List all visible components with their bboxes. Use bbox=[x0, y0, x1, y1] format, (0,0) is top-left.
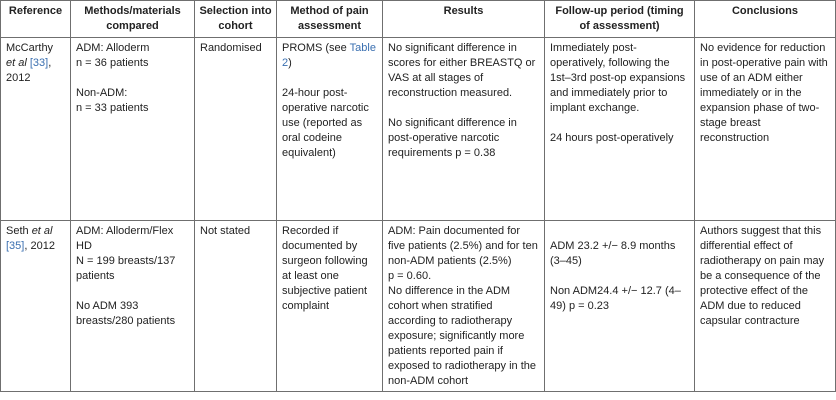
reference-cell bbox=[1, 221, 71, 392]
results-narcotic: No significant difference in post-operative narcotic requirements p = 0.38 bbox=[388, 117, 517, 159]
conclusions-cell: Authors suggest that this differential effect of radiotherapy on pain may be a consequence of the protective effect of the ADM due to reduced capsular contracture bbox=[695, 221, 836, 392]
table-2-link[interactable]: Table 2 bbox=[282, 42, 376, 69]
pain-proms-close: ) bbox=[288, 57, 292, 69]
header-follow-up: Follow-up period (timing of assessment) bbox=[545, 1, 695, 38]
table-row bbox=[1, 221, 836, 392]
results-scores: No significant difference in scores for either BREASTQ or VAS at all stages of reconstruction measured. bbox=[388, 42, 536, 99]
ref-year: , 2012 bbox=[6, 57, 52, 84]
ref-author: McCarthy bbox=[6, 42, 54, 54]
follow-up-cell bbox=[545, 221, 695, 392]
table-row bbox=[1, 38, 836, 221]
methods-non-adm: Non-ADM: n = 33 patients bbox=[76, 87, 149, 114]
conclusions-cell: No evidence for reduction in post-operative pain with use of an ADM either immediately or in the expansion phase of two-stage breast reconstruction bbox=[695, 38, 836, 221]
ref-citation-link[interactable]: [33] bbox=[29, 57, 49, 69]
pain-proms-text: PROMS (see bbox=[282, 42, 350, 54]
results-cell bbox=[383, 221, 545, 392]
pain-assessment-cell bbox=[277, 221, 383, 392]
methods-cell bbox=[71, 221, 195, 392]
ref-author: Seth bbox=[6, 225, 32, 237]
results-cell bbox=[383, 38, 545, 221]
follow-up-non-adm: Non ADM24.4 +/− 12.7 (4–49) p = 0.23 bbox=[550, 285, 681, 312]
methods-cell bbox=[71, 38, 195, 221]
header-methods: Methods/materials compared bbox=[71, 1, 195, 38]
results-pain: ADM: Pain documented for five patients (2.5%) and for ten non-ADM patients (2.5%) p = 0.60. No difference in the ADM cohort when stratified according to radiotherapy exposure; significantly more patients reported pain if exposed to radiotherapy in the non-ADM cohort bbox=[388, 225, 538, 387]
follow-up-adm: ADM 23.2 +/− 8.9 months (3–45) bbox=[550, 240, 676, 267]
header-row bbox=[1, 1, 836, 38]
methods-adm: ADM: Alloderm n = 36 patients bbox=[76, 42, 150, 69]
header-pain-assessment: Method of pain assessment bbox=[277, 1, 383, 38]
pain-recorded: Recorded if documented by surgeon following at least one subjective patient complaint bbox=[282, 225, 368, 312]
header-results: Results bbox=[383, 1, 545, 38]
reference-cell bbox=[1, 38, 71, 221]
selection-cell: Randomised bbox=[195, 38, 277, 221]
ref-citation-link[interactable]: [35] bbox=[6, 240, 25, 252]
follow-up-24h: 24 hours post-operatively bbox=[550, 132, 674, 144]
ref-etal: et al bbox=[6, 57, 27, 69]
selection-cell: Not stated bbox=[195, 221, 277, 392]
pain-assessment-cell bbox=[277, 38, 383, 221]
pain-narcotic: 24-hour post-operative narcotic use (reported as oral codeine equivalent) bbox=[282, 87, 369, 159]
methods-adm: ADM: Alloderm/Flex HD N = 199 breasts/137 patients bbox=[76, 225, 176, 282]
header-reference: Reference bbox=[1, 1, 71, 38]
follow-up-cell bbox=[545, 38, 695, 221]
methods-non-adm: No ADM 393 breasts/280 patients bbox=[76, 300, 176, 327]
header-conclusions: Conclusions bbox=[695, 1, 836, 38]
follow-up-timing: Immediately post-operatively, following the 1st–3rd post-op expansions and immediately prior to implant exchange. bbox=[550, 42, 686, 114]
ref-etal: et al bbox=[31, 225, 53, 237]
header-selection: Selection into cohort bbox=[195, 1, 277, 38]
pain-proms bbox=[282, 41, 377, 71]
ref-year: , 2012 bbox=[24, 240, 55, 252]
